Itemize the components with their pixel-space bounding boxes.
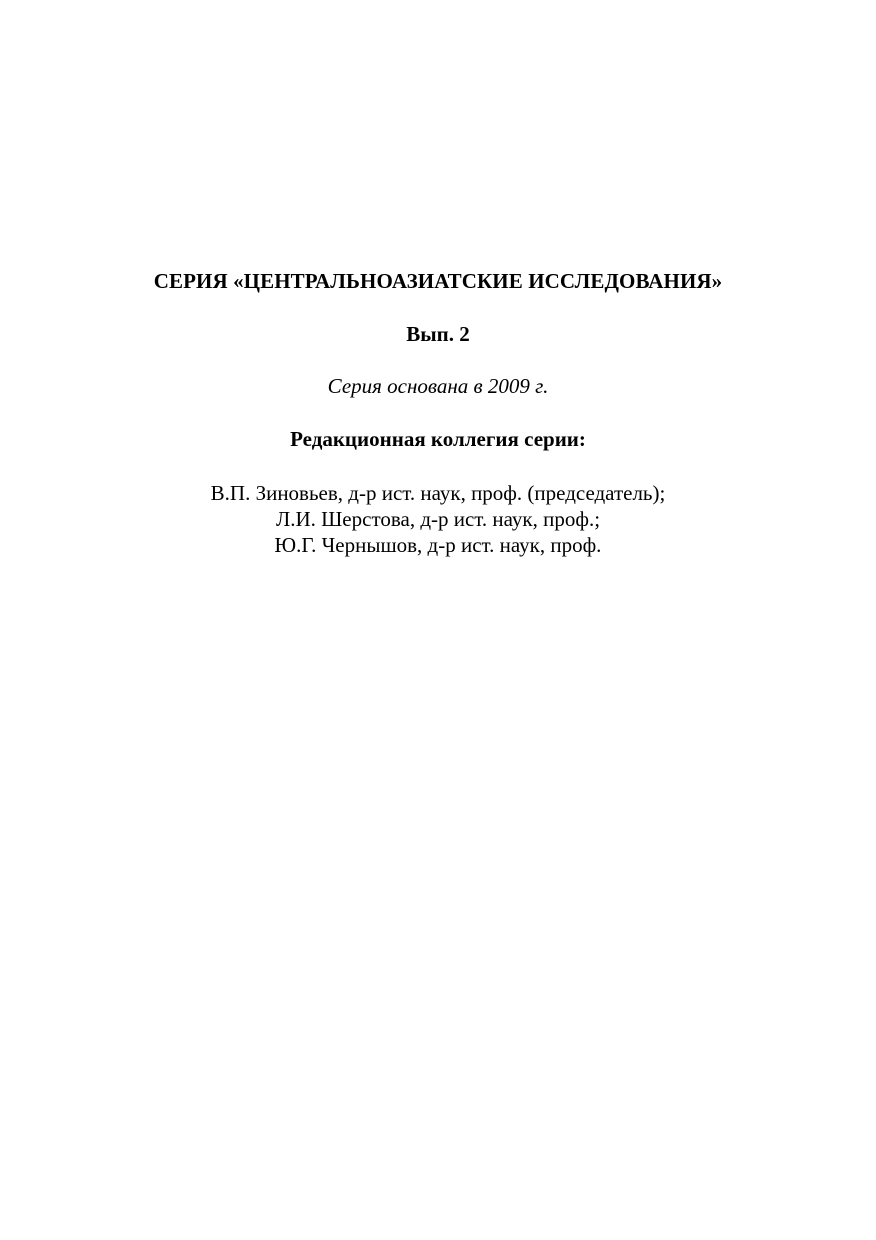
board-member-1: В.П. Зиновьев, д-р ист. наук, проф. (председатель); xyxy=(210,481,666,505)
editorial-board-members xyxy=(0,480,876,558)
series-founded-note: Серия основана в 2009 г. xyxy=(327,374,549,398)
board-member-2: Л.И. Шерстова, д-р ист. наук, проф.; xyxy=(275,507,601,531)
issue-number: Вып. 2 xyxy=(406,322,470,346)
board-member-3: Ю.Г. Чернышов, д-р ист. наук, проф. xyxy=(274,533,602,557)
series-title: СЕРИЯ «ЦЕНТРАЛЬНОАЗИАТСКИЕ ИССЛЕДОВАНИЯ» xyxy=(153,269,723,293)
editorial-board-heading: Редакционная коллегия серии: xyxy=(290,427,586,451)
